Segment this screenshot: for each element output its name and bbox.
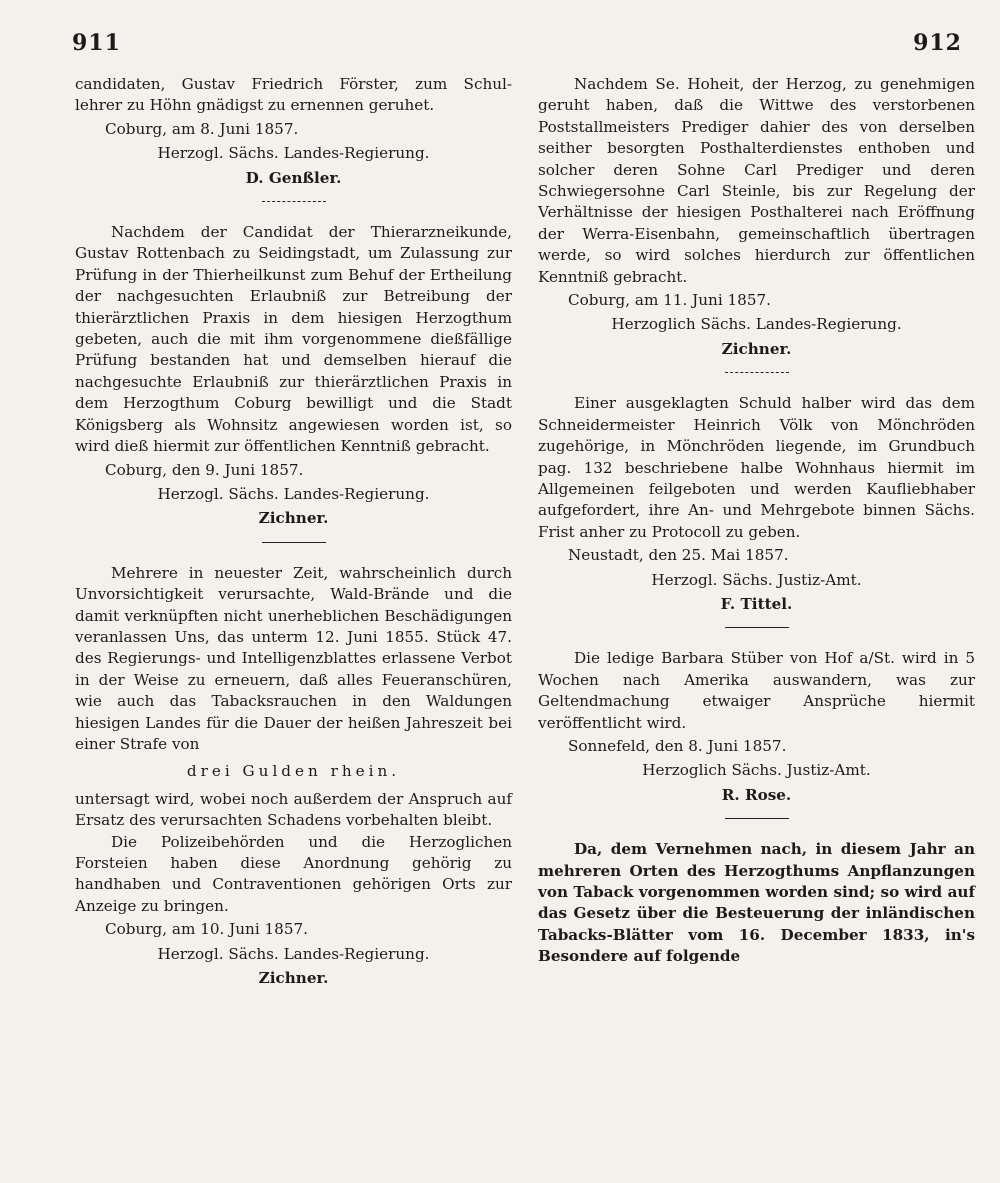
notice-body-second: Die Polizeibehörden und die Herzoglichen Forsteien haben diese Anordnung gehörig zu handhaben und Contraventionen gehörigen Orts zur Anzeige zu bringen. (75, 832, 512, 915)
section-divider (725, 627, 789, 628)
notice-body: Nachdem Se. Hoheit, der Herzog, zu genehmigen geruht haben, daß die Wittwe des verstorbenen Poststallmeisters Prediger dahier des von derselben seither besorgten Posthalterdienstes enthoben und solcher deren Sohne Carl Prediger und deren Schwiegersohne Carl Steinle, bis zur Regelung der Verhältnisse der hiesigen Posthalterei nach Eröffnung der Werra-Eisenbahn, gemeinschaftlich übertragen werde, so wird solches hierdurch zur öffentlichen Kenntniß gebracht. (538, 75, 975, 286)
notice-place-date: Coburg, am 8. Juni 1857. (105, 119, 299, 138)
notice-posthalterei (538, 74, 975, 360)
notice-voelk-auction (538, 393, 975, 615)
notice-forest-fire (75, 563, 512, 990)
notice-place-date: Coburg, am 11. Juni 1857. (568, 291, 771, 310)
notice-body: Nachdem der Candidat der Thierarzneikunde, Gustav Rottenbach zu Seidingstadt, um Zulassung zur Prüfung in der Thierheilkunst zum Behuf der Ertheilung der nachgesuchten Erlaubniß zur Betreibung der thierärztlichen Praxis in dem hiesigen Herzogthum gebeten, auch die mit ihm vorgenommene dießfällige Prüfung bestanden hat und demselben hierauf die nachgesuchte Erlaubniß zur thierärztlichen Praxis in dem Herzogthum Coburg bewilligt und die Stadt Königsberg als Wohnsitz angewiesen worden ist, so wird dieß hiermit zur öffentlichen Kenntniß gebracht. (75, 223, 512, 456)
notice-place-date: Coburg, am 10. Juni 1857. (105, 920, 308, 939)
notice-authority: Herzogl. Sächs. Landes-Regierung. (157, 144, 430, 163)
section-divider (262, 542, 326, 543)
notice-authority: Herzoglich Sächs. Landes-Regierung. (611, 315, 902, 334)
section-divider (262, 201, 326, 202)
right-column (538, 74, 975, 968)
page-number-right: 912 (913, 30, 962, 56)
notice-place-date: Sonnefeld, den 8. Juni 1857. (568, 736, 787, 755)
notice-foerster (75, 74, 512, 189)
section-divider (725, 372, 789, 373)
page-number-left: 911 (72, 30, 121, 56)
notice-signature: F. Tittel. (720, 594, 793, 613)
notice-body: Die ledige Barbara Stüber von Hof a/St. wird in 5 Wochen nach Amerika auswandern, was zur Geltendmachung etwaiger Ansprüche hiermit veröffentlicht wird. (538, 649, 975, 732)
notice-line: lehrer zu Höhn gnädigst zu ernennen geruhet. (75, 96, 435, 115)
notice-signature: D. Genßler. (245, 168, 342, 187)
notice-tobacco (538, 839, 975, 967)
notice-signature: Zichner. (721, 339, 792, 358)
penalty-amount: drei Gulden rhein. (186, 762, 401, 781)
section-divider (725, 818, 789, 819)
notice-place-date: Coburg, den 9. Juni 1857. (105, 460, 304, 479)
notice-authority: Herzogl. Sächs. Justiz-Amt. (651, 570, 862, 589)
notice-body-continued: untersagt wird, wobei noch außerdem der Anspruch auf Ersatz des verursachten Schadens vorbehalten bleibt. (75, 789, 512, 830)
notice-authority: Herzoglich Sächs. Justiz-Amt. (642, 761, 871, 780)
notice-authority: Herzogl. Sächs. Landes-Regierung. (157, 484, 430, 503)
notice-emigration (538, 648, 975, 806)
left-column (75, 74, 512, 989)
notice-body: Mehrere in neuester Zeit, wahrscheinlich durch Unvorsichtigkeit verursachte, Wald-Brände und die damit verknüpften nicht unerheblichen Beschädigungen veranlassen Uns, das unterm 12. Juni 1855. Stück 47. des Regierungs- und Intelligenzblattes erlassene Verbot in der Weise zu erneuern, daß alles Feueranschüren, wie auch das Tabacksrauchen in den Waldungen hiesigen Landes für die Dauer der heißen Jahreszeit bei einer Strafe von (75, 563, 512, 753)
notice-rottenbach (75, 222, 512, 530)
notice-body: Da, dem Vernehmen nach, in diesem Jahr an mehreren Orten des Herzogthums Anpflanzungen von Taback vorgenommen worden sind; so wird auf das Gesetz über die Besteuerung der inländischen Tabacks-Blätter vom 16. December 1833, in's Besondere auf folgende (538, 840, 975, 966)
notice-signature: Zichner. (258, 509, 329, 528)
notice-line: candidaten, Gustav Friedrich Förster, zum Schul- (75, 75, 512, 93)
notice-signature: R. Rose. (721, 785, 792, 804)
notice-body: Einer ausgeklagten Schuld halber wird das dem Schneidermeister Heinrich Völk von Mönchröden zugehörige, in Mönchröden liegende, im Grundbuch pag. 132 beschriebene halbe Wohnhaus hiermit im Allgemeinen feilgeboten und werden Kaufliebhaber aufgefordert, ihre An- und Mehrgebote binnen Sächs. Frist anher zu Protocoll zu geben. (538, 394, 975, 541)
notice-signature: Zichner. (258, 969, 329, 988)
notice-place-date: Neustadt, den 25. Mai 1857. (568, 546, 789, 565)
notice-authority: Herzogl. Sächs. Landes-Regierung. (157, 944, 430, 963)
